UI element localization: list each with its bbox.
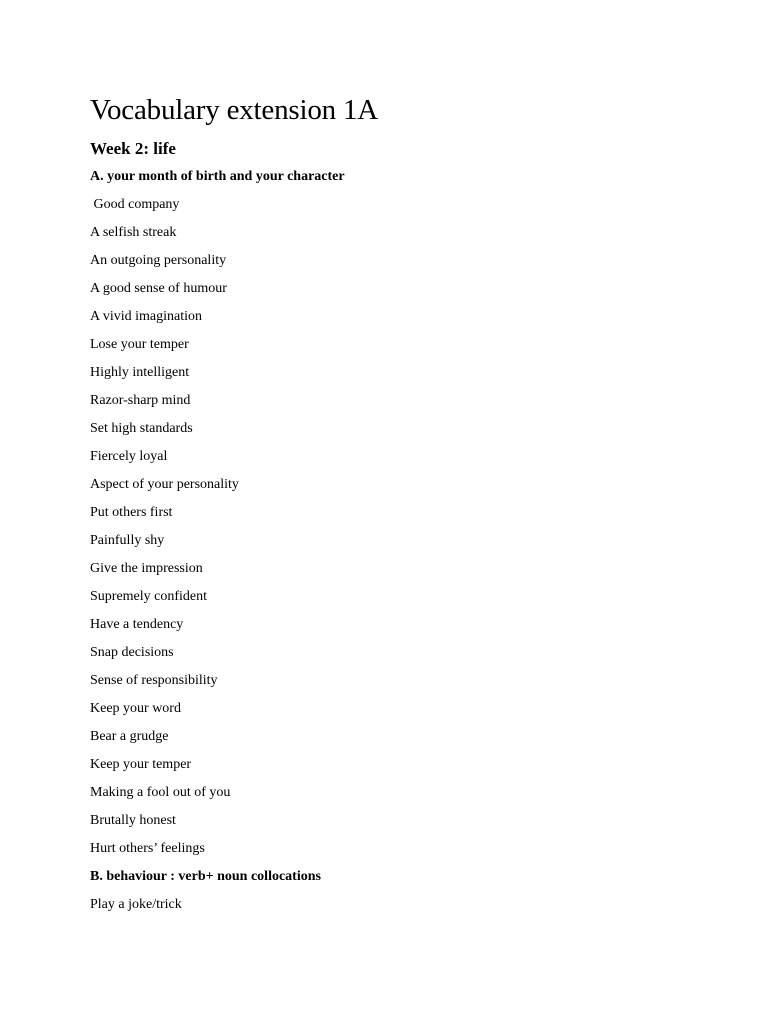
list-item: Brutally honest [90,813,176,828]
list-item: Keep your word [90,701,181,716]
section-b-list [90,896,710,924]
list-item: Aspect of your personality [90,477,239,492]
section-a [90,168,710,868]
list-item: Good company [90,197,180,212]
section-b [90,868,710,924]
list-item: Have a tendency [90,617,184,632]
list-item: Painfully shy [90,533,165,548]
section-b-heading: B. behaviour : verb+ noun collocations [90,869,321,884]
document-subtitle: Week 2: life [90,139,176,158]
list-item: Supremely confident [90,589,208,604]
list-item: A good sense of humour [90,281,227,296]
list-item: Sense of responsibility [90,673,218,688]
document-title: Vocabulary extension 1A [90,94,379,126]
list-item: Hurt others’ feelings [90,841,205,856]
list-item: Lose your temper [90,337,189,352]
section-a-heading: A. your month of birth and your character [90,169,345,184]
list-item: Making a fool out of you [90,785,231,800]
document-content [90,92,710,924]
list-item: A selfish streak [90,225,177,240]
list-item: Play a joke/trick [90,897,182,912]
list-item: An outgoing personality [90,253,227,268]
section-a-list [90,196,710,868]
list-item: Snap decisions [90,645,174,660]
list-item: Razor-sharp mind [90,393,191,408]
list-item: Bear a grudge [90,729,169,744]
list-item: Set high standards [90,421,193,436]
list-item: Put others first [90,505,173,520]
list-item: Highly intelligent [90,365,190,380]
list-item: Give the impression [90,561,203,576]
list-item: Keep your temper [90,757,192,772]
list-item: Fiercely loyal [90,449,168,464]
list-item: A vivid imagination [90,309,202,324]
